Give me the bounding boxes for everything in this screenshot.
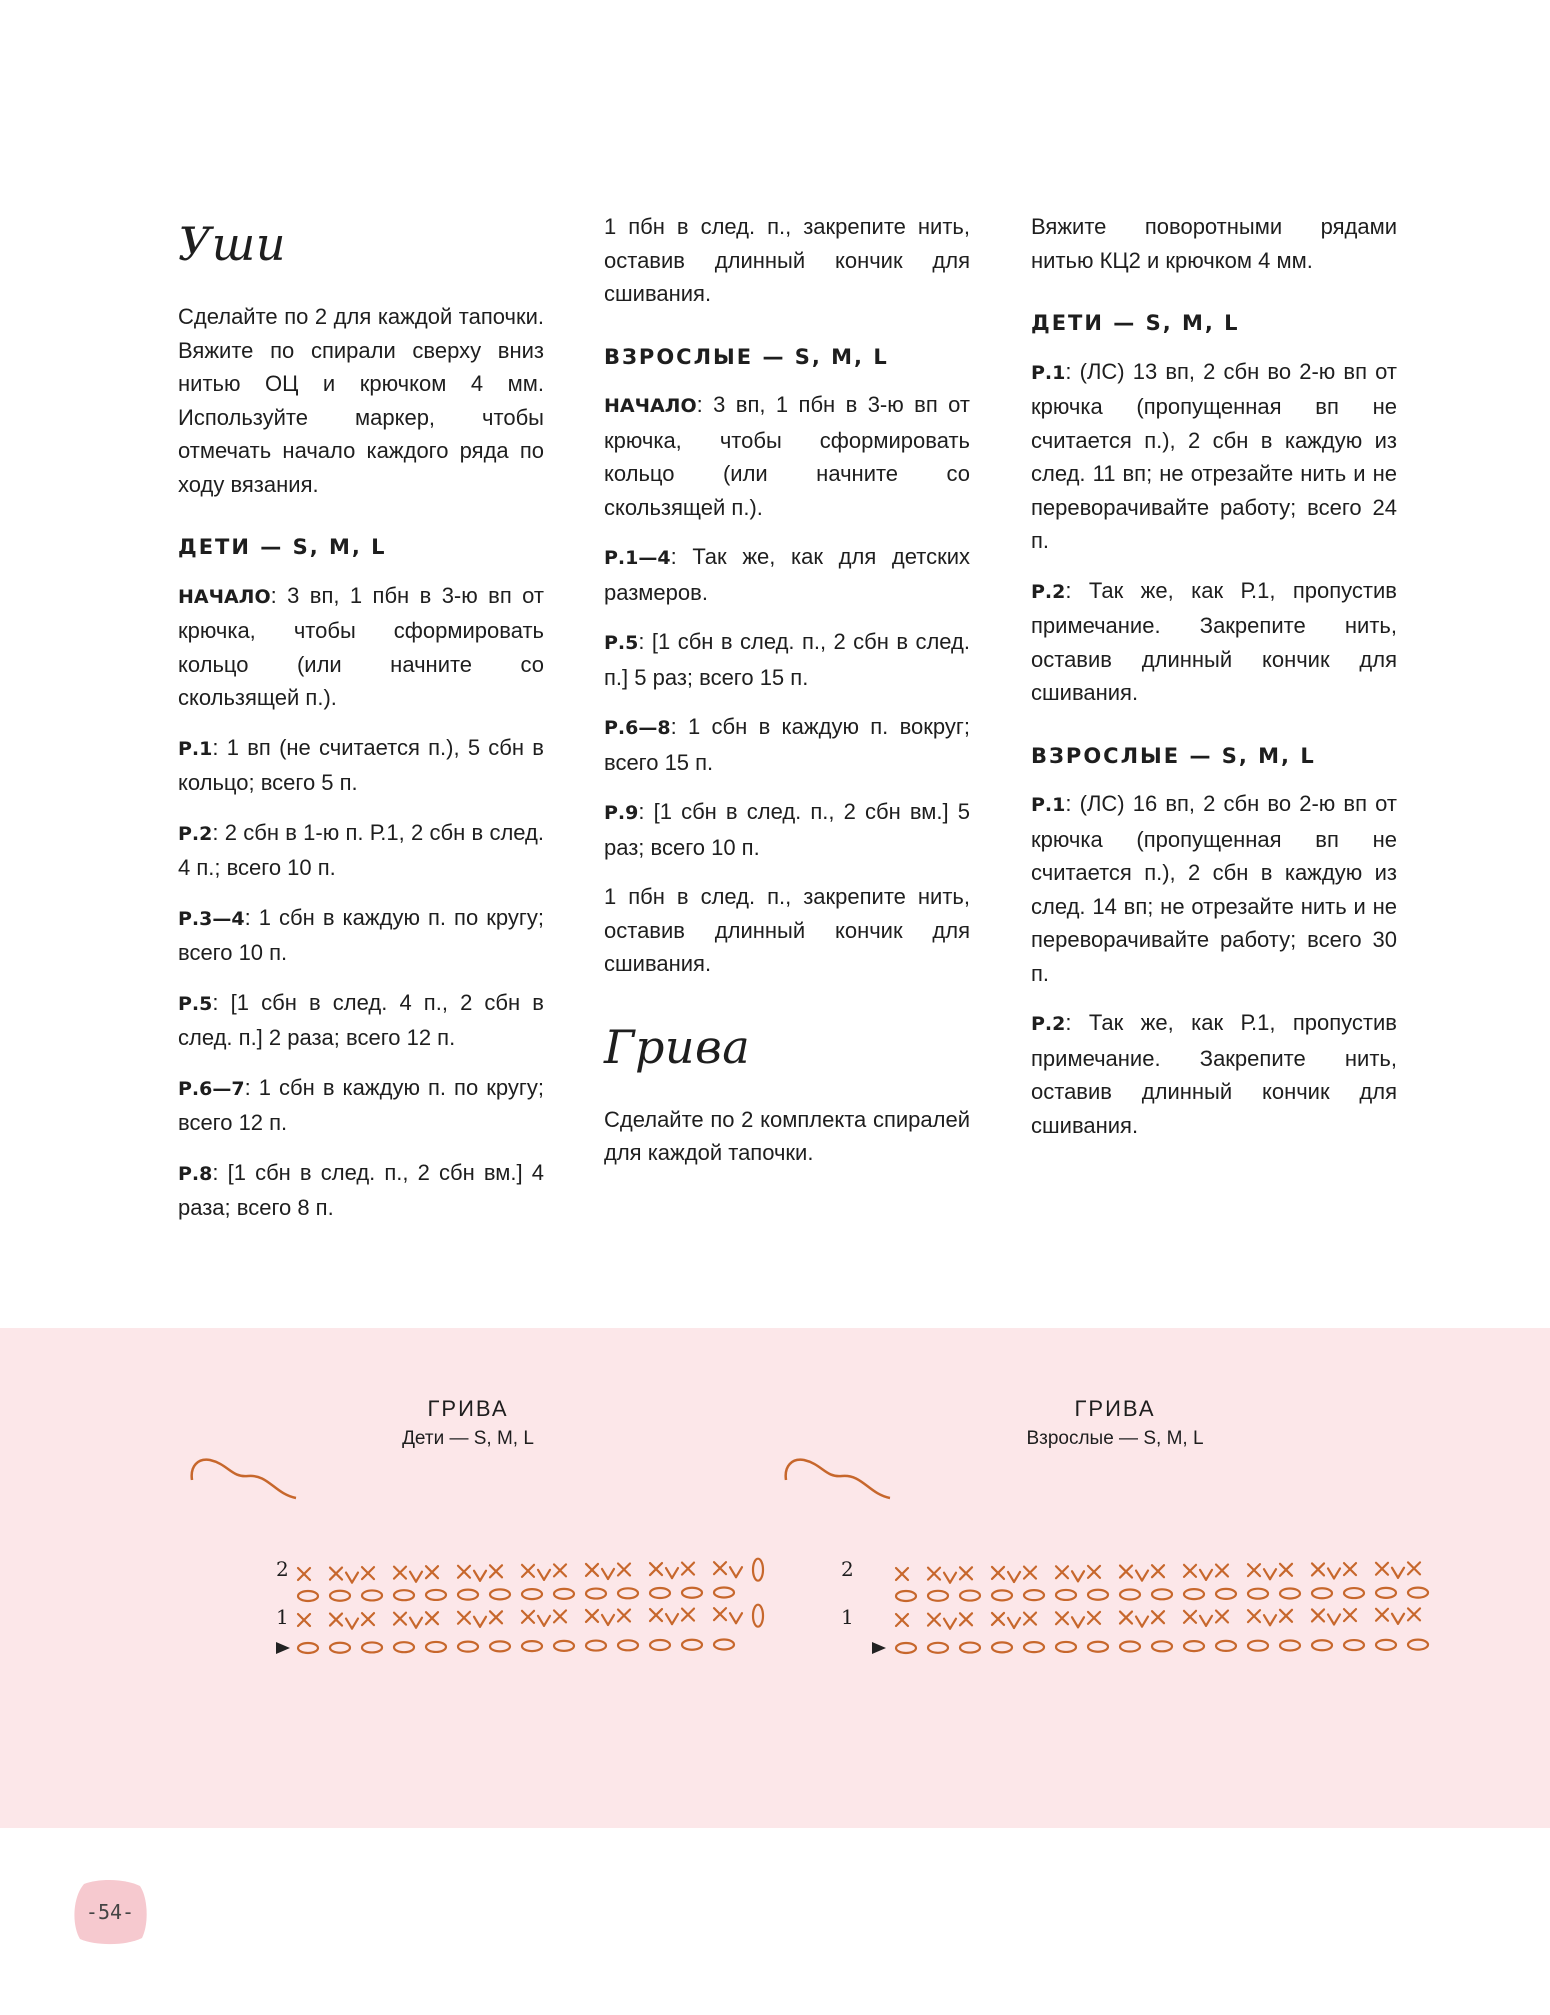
row-instruction: Р.6—7: 1 сбн в каждую п. по кругу; всего 12 п. <box>178 1074 544 1135</box>
ears-finish-text: 1 пбн в след. п., закрепите нить, оставив длинный кончик для сшивания. <box>604 884 970 976</box>
diagram-title-adults: ГРИВА <box>1074 1396 1156 1421</box>
column-2 <box>604 210 970 1186</box>
row-instruction: Р.5: [1 сбн в след. 4 п., 2 сбн в след. п.] 2 раза; всего 12 п. <box>178 989 544 1050</box>
mane-method: Вяжите поворотными рядами нитью КЦ2 и крючком 4 мм. <box>1031 214 1397 273</box>
row-instruction: Р.5: [1 сбн в след. п., 2 сбн в след. п.] 5 раз; всего 15 п. <box>604 629 970 690</box>
diagram-subtitle-kids: Дети — S, M, L <box>402 1428 534 1449</box>
row-instruction: Р.9: [1 сбн в след. п., 2 сбн вм.] 5 раз; всего 10 п. <box>604 799 970 860</box>
row-instruction: Р.6—8: 1 сбн в каждую п. вокруг; всего 15 п. <box>604 714 970 775</box>
subheading-adults: ВЗРОСЛЫЕ — S, M, L <box>1031 743 1316 768</box>
subheading-kids: ДЕТИ — S, M, L <box>1031 311 1240 335</box>
ears-finish-text: 1 пбн в след. п., закрепите нить, оставив длинный кончик для сшивания. <box>604 214 970 306</box>
row-instruction: Р.1—4: Так же, как для детских размеров. <box>604 544 970 605</box>
diagram-title-kids: ГРИВА <box>427 1396 509 1421</box>
section-heading-ears: Уши <box>178 217 286 271</box>
diagram-band <box>0 1328 1550 1828</box>
row-instruction: Р.8: [1 сбн в след. п., 2 сбн вм.] 4 раза; всего 8 п. <box>178 1159 544 1220</box>
row-number-2: 2 <box>276 1557 289 1581</box>
section-heading-mane: Грива <box>604 1019 751 1074</box>
column-3 <box>1031 210 1397 1158</box>
subheading-kids: ДЕТИ — S, M, L <box>178 535 387 559</box>
page-number: -54- <box>85 1900 135 1924</box>
ears-intro: Сделайте по 2 для каждой тапочки. Вяжите по спирали сверху вниз нитью ОЦ и крючком 4 мм. Используйте маркер, чтобы отмечать начало каждого ряда по ходу вязания. <box>178 304 544 497</box>
row-instruction: Р.1: (ЛС) 16 вп, 2 сбн во 2-ю вп от крючка (пропущенная вп не считается п.), 2 сбн в каждую из след. 14 вп; не отрезайте нить и не переворачивайте работу; всего 30 п. <box>1031 791 1397 986</box>
band-background <box>0 1328 1550 1828</box>
row-instruction: Р.1: (ЛС) 13 вп, 2 сбн во 2-ю вп от крючка (пропущенная вп не считается п.), 2 сбн в каждую из след. 11 вп; не отрезайте нить и не переворачивайте работу; всего 24 п. <box>1031 358 1397 553</box>
row-number-2: 2 <box>841 1557 854 1581</box>
row-instruction: Р.2: Так же, как Р.1, пропустив примечание. Закрепите нить, оставив длинный кончик для сшивания. <box>1031 1010 1397 1138</box>
row-number-1: 1 <box>841 1605 854 1629</box>
row-instruction: НАЧАЛО: 3 вп, 1 пбн в 3-ю вп от крючка, чтобы сформировать кольцо (или начните со скользящей п.). <box>178 582 544 710</box>
row-instruction: Р.2: 2 сбн в 1-ю п. Р.1, 2 сбн в след. 4 п.; всего 10 п. <box>178 819 544 880</box>
mane-intro: Сделайте по 2 комплекта спиралей для каждой тапочки. <box>604 1106 970 1165</box>
row-instruction: Р.1: 1 вп (не считается п.), 5 сбн в кольцо; всего 5 п. <box>178 734 544 795</box>
row-instruction: Р.2: Так же, как Р.1, пропустив примечание. Закрепите нить, оставив длинный кончик для сшивания. <box>1031 577 1397 705</box>
row-number-1: 1 <box>276 1605 289 1629</box>
diagram-subtitle-adults: Взрослые — S, M, L <box>1026 1428 1204 1449</box>
row-instruction: НАЧАЛО: 3 вп, 1 пбн в 3-ю вп от крючка, чтобы сформировать кольцо (или начните со скользящей п.). <box>604 392 970 520</box>
row-instruction: Р.3—4: 1 сбн в каждую п. по кругу; всего 10 п. <box>178 904 544 965</box>
subheading-adults: ВЗРОСЛЫЕ — S, M, L <box>604 344 889 369</box>
column-1 <box>178 210 544 1241</box>
